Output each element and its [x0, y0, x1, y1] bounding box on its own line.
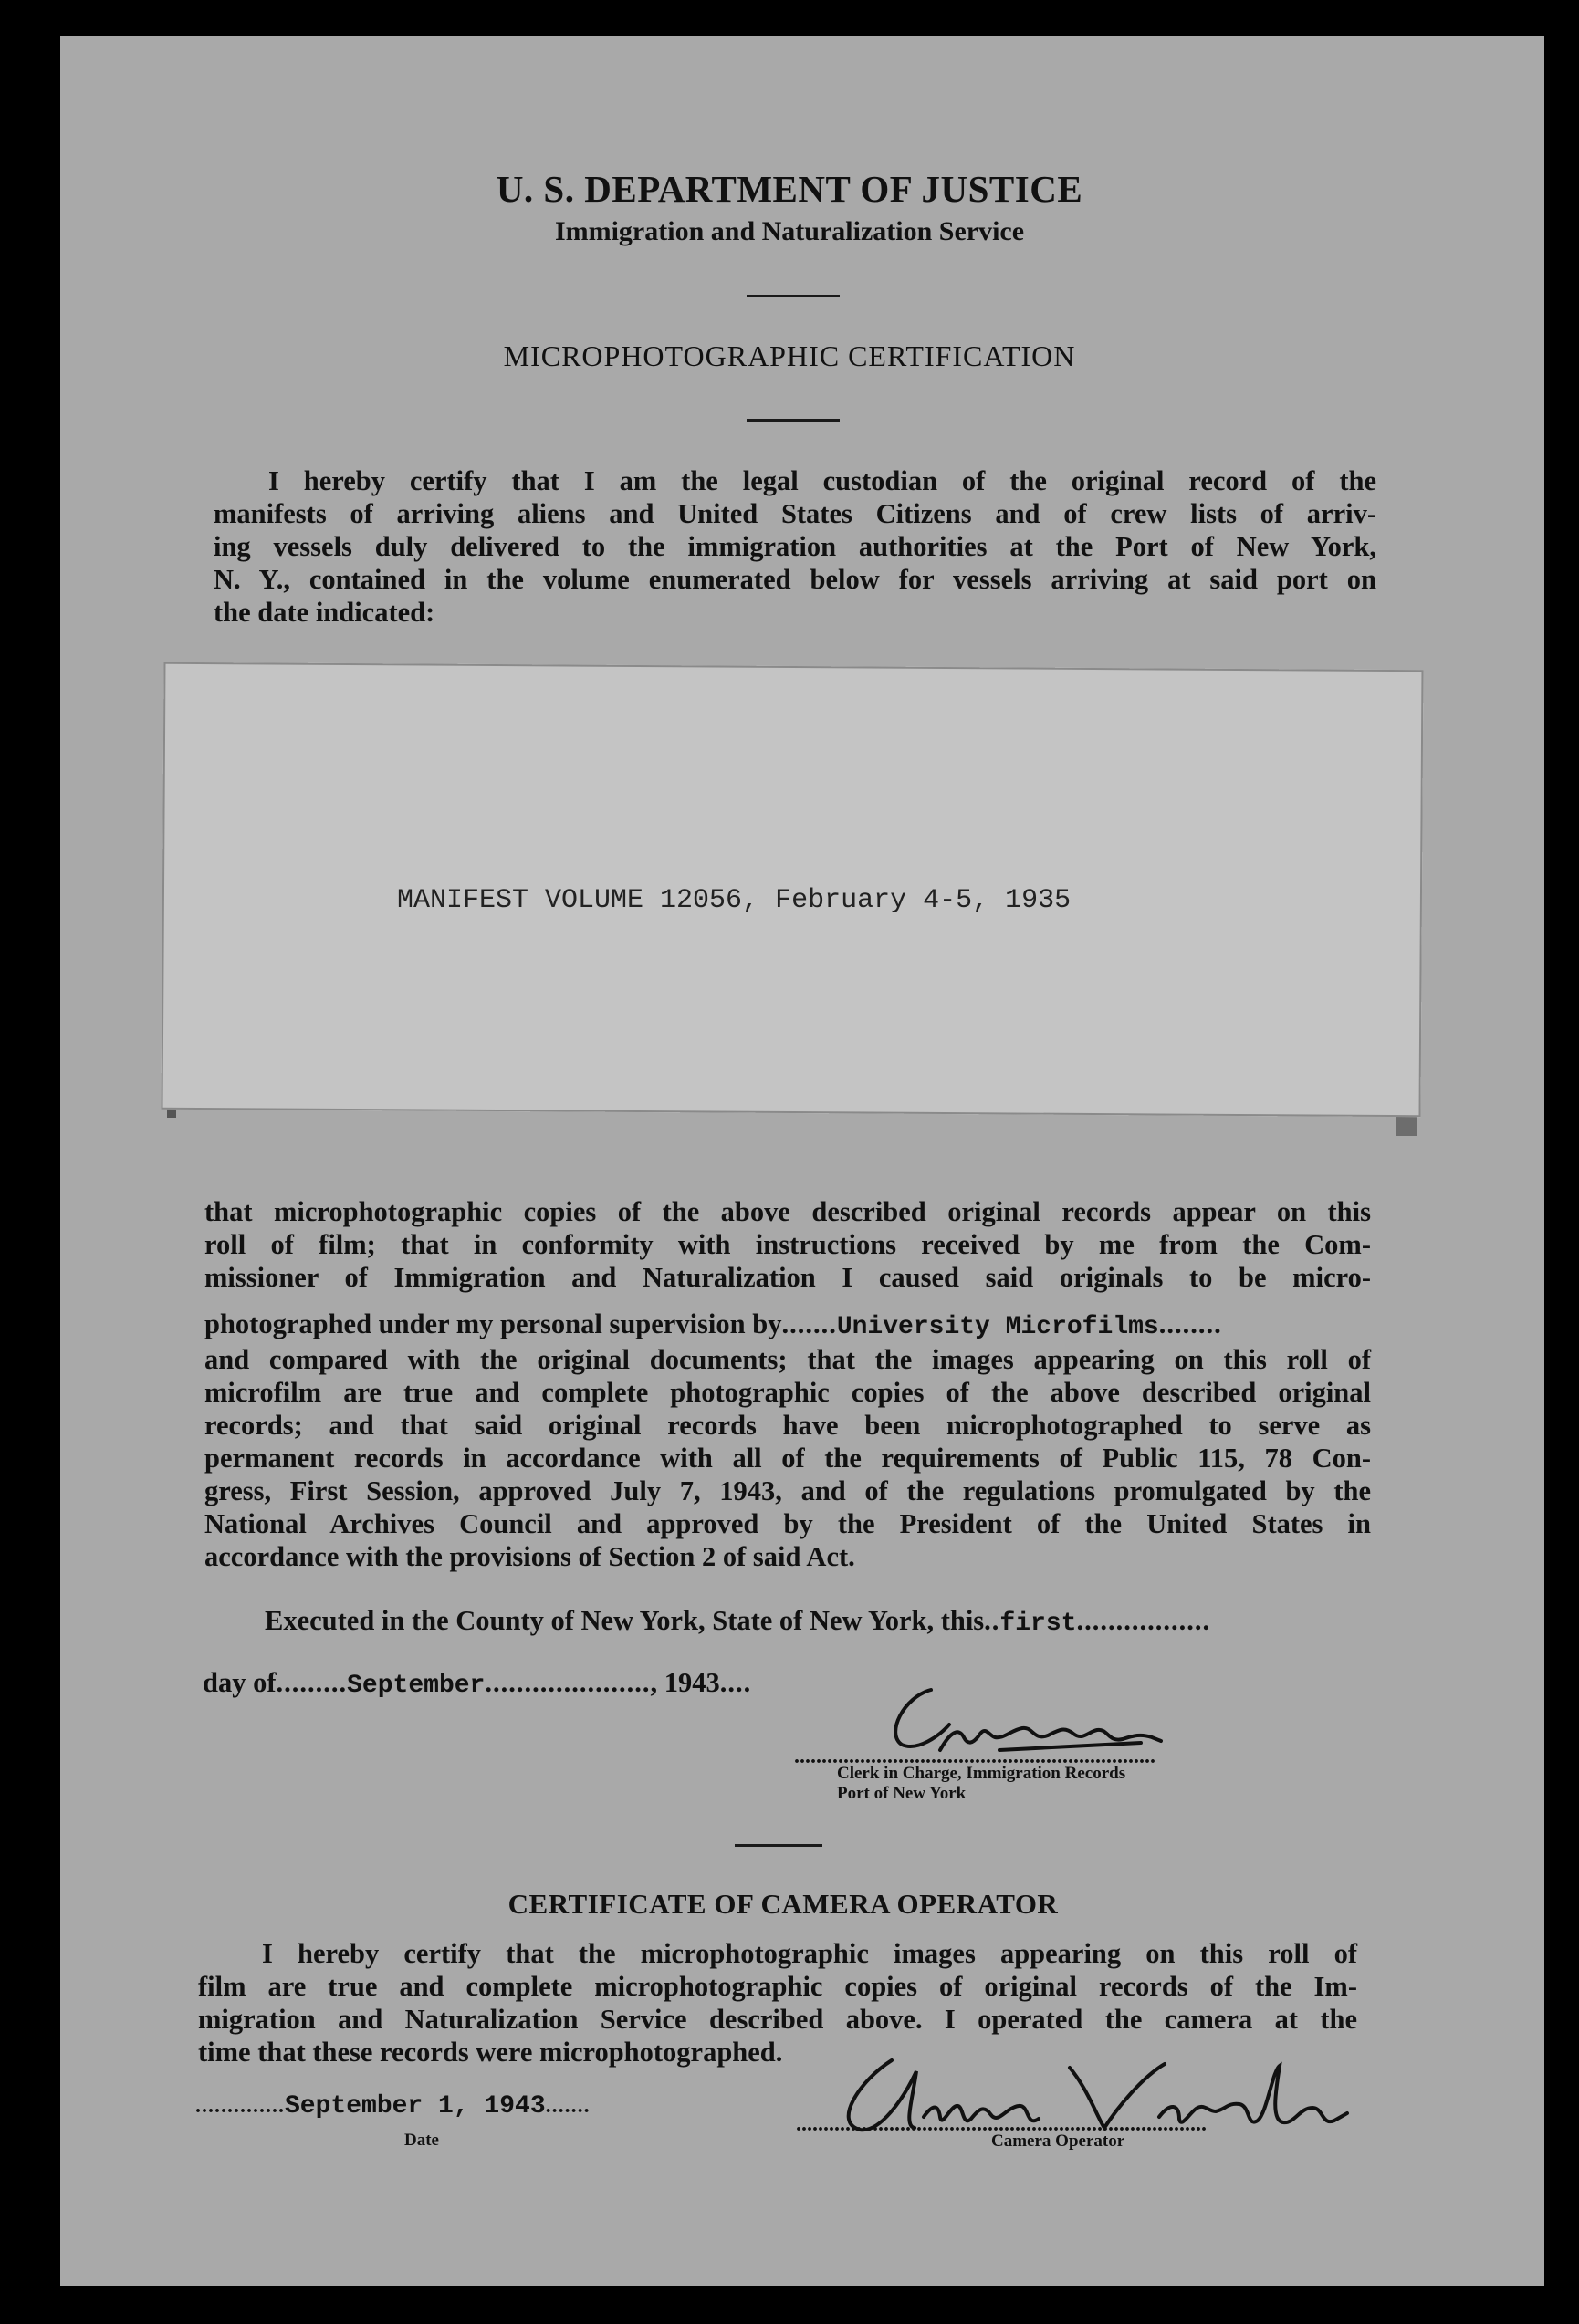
intro-line: I hereby certify that I am the legal custodian of the original record of the	[268, 465, 1376, 496]
executed-day-value: first	[999, 1610, 1077, 1638]
divider	[747, 419, 840, 422]
intro-line: the date indicated:	[214, 597, 435, 628]
date-line: day of.........September....................., 1943....	[203, 1667, 752, 1700]
certification-title: MICROPHOTOGRAPHIC CERTIFICATION	[503, 339, 1076, 372]
supervision-value: University Microfilms	[836, 1313, 1159, 1341]
executed-line: Executed in the County of New York, State of New York, this..first.................	[265, 1605, 1211, 1638]
supervision-prefix: photographed under my personal supervision by	[204, 1308, 782, 1339]
operator-date-value: September 1, 1943	[285, 2092, 546, 2121]
body-line: accordance with the provisions of Section 2 of said Act.	[204, 1541, 855, 1572]
body-line: that microphotographic copies of the above described original records appear on this	[204, 1196, 1371, 1227]
manifest-volume-text: MANIFEST VOLUME 12056, February 4-5, 1935	[397, 885, 1072, 916]
operator-cert-line: I hereby certify that the microphotographic images appearing on this roll of	[262, 1938, 1357, 1969]
date-label: Date	[404, 2131, 439, 2150]
operator-date-field: ..............September 1, 1943.......	[195, 2092, 591, 2121]
clerk-signature	[794, 1670, 1250, 1770]
camera-operator-label: Camera Operator	[991, 2131, 1125, 2151]
intro-paragraph	[214, 464, 1376, 629]
body-line: roll of film; that in conformity with instructions received by me from the Com-	[204, 1229, 1371, 1260]
day-of-label: day of	[203, 1667, 277, 1698]
supervision-line: photographed under my personal supervision by.......University Microfilms........	[204, 1308, 1222, 1341]
intro-line: N. Y., contained in the volume enumerated below for vessels arriving at said port on	[214, 564, 1376, 595]
operator-cert-line: migration and Naturalization Service described above. I operated the camera at the	[198, 2004, 1357, 2035]
operator-cert-title: CERTIFICATE OF CAMERA OPERATOR	[507, 1888, 1059, 1920]
month-value: September	[347, 1672, 486, 1700]
clerk-title	[837, 1764, 1125, 1804]
clerk-title-line1: Clerk in Charge, Immigration Records	[837, 1764, 1126, 1783]
divider	[747, 295, 840, 297]
body-line: and compared with the original documents; that the images appearing on this roll of	[204, 1344, 1371, 1375]
body-line: National Archives Council and approved by the President of the United States in	[204, 1508, 1371, 1539]
body-line: microfilm are true and complete photographic copies of the above described original	[204, 1377, 1371, 1408]
body-line: gress, First Session, approved July 7, 1943, and of the regulations promulgated by the	[204, 1475, 1371, 1506]
executed-prefix: Executed in the County of New York, State of New York, this	[265, 1605, 985, 1636]
svg-text:..............................: ...........................................................................	[796, 2112, 1207, 2136]
body-line: permanent records in accordance with all of the requirements of Public 115, 78 Con-	[204, 1443, 1371, 1474]
intro-line: manifests of arriving aliens and United States Citizens and of crew lists of arriv-	[214, 498, 1376, 529]
operator-cert-line: film are true and complete microphotographic copies of original records of the Im-	[198, 1971, 1357, 2002]
divider	[735, 1844, 822, 1847]
body-paragraph	[204, 1195, 1371, 1294]
year-value: , 1943	[650, 1667, 720, 1698]
department-title: U. S. DEPARTMENT OF JUSTICE	[496, 168, 1083, 210]
body-line: missioner of Immigration and Naturalization I caused said originals to be micro-	[204, 1262, 1371, 1293]
body-paragraph-continued	[204, 1343, 1371, 1573]
clerk-title-line2: Port of New York	[837, 1784, 967, 1803]
operator-cert-line: time that these records were microphotographed.	[198, 2037, 783, 2068]
intro-line: ing vessels duly delivered to the immigration authorities at the Port of New York,	[214, 531, 1376, 562]
svg-text:..............................: ..................................................................	[794, 1745, 1155, 1768]
service-subtitle: Immigration and Naturalization Service	[554, 216, 1025, 246]
body-line: records; and that said original records have been microphotographed to serve as	[204, 1410, 1371, 1441]
